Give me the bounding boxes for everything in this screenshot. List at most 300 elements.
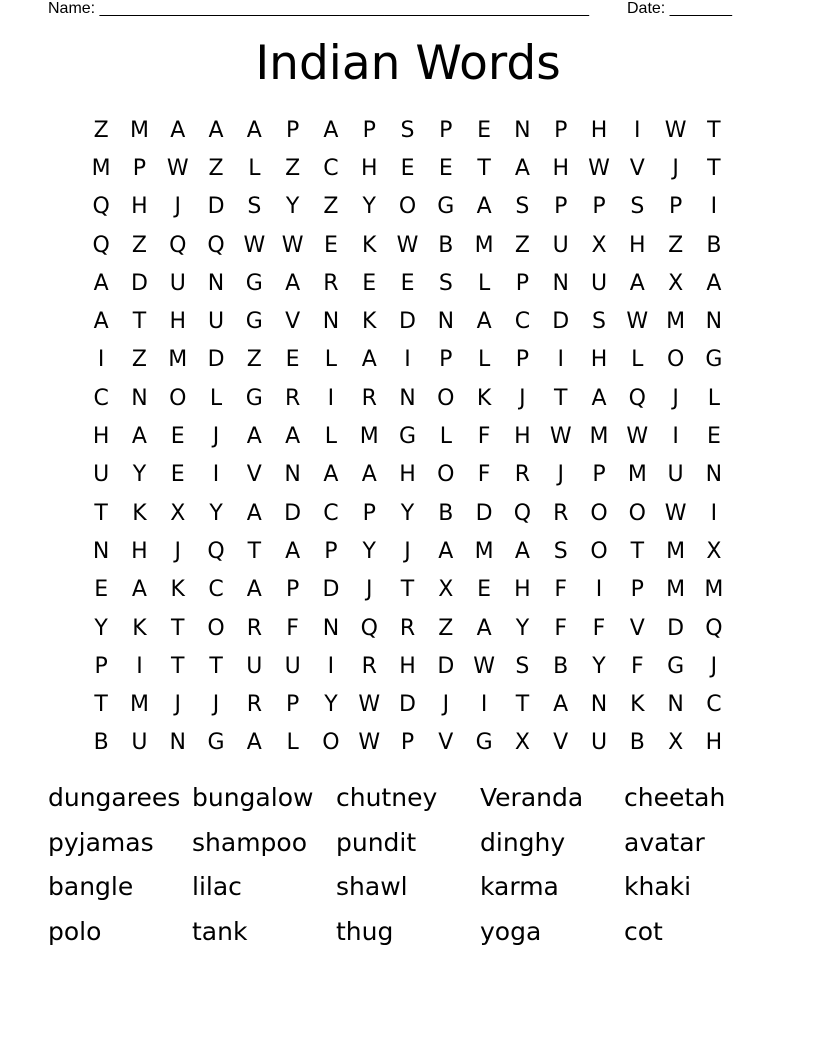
grid-letter: K bbox=[132, 500, 147, 526]
grid-letter: Q bbox=[628, 385, 646, 411]
grid-letter: R bbox=[514, 462, 531, 488]
grid-letter: W bbox=[588, 155, 610, 181]
page-title: Indian Words bbox=[255, 36, 561, 91]
grid-letter: D bbox=[399, 692, 416, 718]
word-list-item: shawl bbox=[336, 872, 408, 902]
grid-letter: J bbox=[212, 692, 220, 718]
grid-letter: V bbox=[285, 309, 301, 335]
grid-letter: Z bbox=[131, 232, 147, 258]
grid-row bbox=[82, 417, 733, 455]
grid-letter: T bbox=[247, 538, 262, 564]
grid-letter: D bbox=[207, 194, 225, 220]
grid-letter: O bbox=[628, 500, 646, 526]
grid-letter: T bbox=[707, 155, 721, 181]
grid-row bbox=[82, 264, 733, 302]
word-list-item: polo bbox=[48, 917, 102, 947]
grid-letter: Q bbox=[207, 538, 225, 564]
grid-letter: A bbox=[285, 424, 301, 450]
grid-letter: O bbox=[322, 730, 340, 756]
grid-letter: U bbox=[93, 462, 110, 488]
grid-letter: B bbox=[438, 232, 454, 258]
grid-letter: H bbox=[169, 309, 187, 335]
grid-letter: U bbox=[131, 730, 148, 756]
grid-letter: D bbox=[437, 653, 455, 679]
grid-letter: Q bbox=[92, 232, 110, 258]
grid-letter: J bbox=[557, 462, 564, 488]
grid-letter: Q bbox=[169, 232, 187, 258]
grid-letter: W bbox=[358, 730, 381, 756]
word-list-item: dinghy bbox=[480, 827, 566, 857]
grid-letter: H bbox=[629, 232, 646, 258]
grid-letter: Z bbox=[438, 615, 454, 641]
grid-letter: L bbox=[707, 385, 721, 411]
grid-letter: W bbox=[396, 232, 419, 258]
grid-letter: C bbox=[93, 385, 109, 411]
grid-letter: Y bbox=[362, 538, 376, 564]
word-list-item: karma bbox=[480, 872, 559, 902]
grid-letter: F bbox=[592, 615, 606, 641]
grid-letter: M bbox=[666, 577, 686, 603]
grid-letter: Q bbox=[207, 232, 225, 258]
grid-letter: J bbox=[365, 577, 373, 603]
grid-letter: D bbox=[475, 500, 493, 526]
grid-row bbox=[82, 149, 733, 187]
grid-letter: F bbox=[630, 653, 644, 679]
grid-letter: E bbox=[170, 424, 185, 450]
grid-letter: A bbox=[131, 424, 147, 450]
grid-letter: U bbox=[207, 309, 225, 335]
grid-letter: Y bbox=[285, 194, 300, 220]
grid-letter: L bbox=[248, 155, 261, 181]
grid-letter: A bbox=[93, 270, 109, 296]
grid-letter: U bbox=[552, 232, 569, 258]
grid-letter: P bbox=[439, 117, 453, 143]
grid-letter: M bbox=[589, 424, 609, 450]
grid-letter: M bbox=[474, 538, 494, 564]
grid-letter: S bbox=[630, 194, 645, 220]
grid-letter: S bbox=[515, 194, 530, 220]
grid-letter: C bbox=[514, 309, 531, 335]
grid-letter: K bbox=[476, 385, 492, 411]
grid-letter: P bbox=[515, 347, 530, 373]
word-list-item: pundit bbox=[336, 827, 417, 857]
grid-letter: H bbox=[399, 462, 416, 488]
grid-letter: P bbox=[324, 538, 338, 564]
grid-letter: W bbox=[549, 424, 572, 450]
grid-letter: W bbox=[358, 692, 381, 718]
grid-letter: T bbox=[94, 692, 108, 718]
grid-letter: O bbox=[207, 615, 225, 641]
word-list-item: thug bbox=[336, 917, 394, 947]
grid-letter: I bbox=[557, 347, 564, 373]
word-list-item: pyjamas bbox=[48, 827, 154, 857]
grid-letter: E bbox=[285, 347, 300, 373]
grid-letter: H bbox=[131, 538, 148, 564]
grid-letter: F bbox=[554, 577, 568, 603]
grid-letter: Q bbox=[360, 615, 378, 641]
grid-letter: P bbox=[554, 117, 568, 143]
word-list-item: Veranda bbox=[480, 783, 584, 812]
grid-letter: P bbox=[285, 117, 300, 143]
grid-letter: H bbox=[131, 194, 148, 220]
grid-letter: R bbox=[361, 653, 377, 679]
grid-letter: Y bbox=[132, 462, 147, 488]
grid-letter: S bbox=[438, 270, 453, 296]
grid-letter: I bbox=[480, 692, 488, 718]
grid-letter: I bbox=[327, 653, 335, 679]
grid-row bbox=[82, 685, 733, 723]
grid-letter: Y bbox=[209, 500, 223, 526]
grid-letter: H bbox=[552, 155, 569, 181]
grid-letter: M bbox=[168, 347, 188, 373]
grid-letter: U bbox=[169, 270, 186, 296]
grid-letter: O bbox=[666, 347, 685, 373]
word-list-item: shampoo bbox=[192, 827, 308, 857]
grid-letter: A bbox=[323, 462, 339, 488]
grid-letter: N bbox=[207, 270, 225, 296]
grid-row bbox=[82, 724, 733, 762]
grid-letter: G bbox=[437, 194, 455, 220]
grid-letter: A bbox=[514, 538, 530, 564]
grid-letter: R bbox=[399, 615, 416, 641]
grid-letter: N bbox=[322, 615, 340, 641]
grid-letter: V bbox=[438, 730, 454, 756]
grid-letter: T bbox=[94, 500, 108, 526]
grid-letter: A bbox=[553, 692, 569, 718]
grid-letter: R bbox=[361, 385, 377, 411]
grid-letter: A bbox=[93, 309, 109, 335]
grid-letter: Y bbox=[515, 615, 530, 641]
grid-letter: N bbox=[705, 309, 723, 335]
grid-letter: E bbox=[362, 270, 377, 296]
grid-letter: M bbox=[91, 155, 111, 181]
grid-letter: G bbox=[245, 385, 263, 411]
grid-letter: G bbox=[667, 653, 685, 679]
grid-letter: W bbox=[664, 500, 687, 526]
grid-letter: N bbox=[514, 117, 531, 143]
grid-letter: O bbox=[590, 500, 608, 526]
grid-letter: E bbox=[438, 155, 453, 181]
grid-letter: H bbox=[590, 117, 608, 143]
grid-letter: U bbox=[590, 730, 608, 756]
grid-letter: V bbox=[553, 730, 569, 756]
grid-letter: A bbox=[246, 424, 262, 450]
grid-letter: J bbox=[174, 538, 181, 564]
grid-letter: N bbox=[437, 309, 455, 335]
grid-letter: B bbox=[706, 232, 722, 258]
grid-letter: P bbox=[362, 500, 376, 526]
grid-letter: T bbox=[515, 692, 530, 718]
grid-letter: W bbox=[243, 232, 266, 258]
grid-letter: S bbox=[400, 117, 415, 143]
grid-letter: M bbox=[627, 462, 647, 488]
grid-letter: Z bbox=[208, 155, 224, 181]
grid-letter: Y bbox=[324, 692, 338, 718]
grid-letter: K bbox=[170, 577, 185, 603]
grid-letter: N bbox=[169, 730, 186, 756]
grid-letter: A bbox=[246, 730, 262, 756]
grid-letter: M bbox=[129, 692, 149, 718]
grid-letter: E bbox=[94, 577, 109, 603]
grid-letter: Q bbox=[705, 615, 723, 641]
grid-letter: E bbox=[400, 155, 415, 181]
grid-letter: K bbox=[132, 615, 147, 641]
grid-letter: L bbox=[477, 347, 491, 373]
grid-letter: P bbox=[400, 730, 415, 756]
grid-letter: M bbox=[474, 232, 494, 258]
grid-letter: I bbox=[97, 347, 105, 373]
grid-letter: I bbox=[634, 117, 641, 143]
word-list-item: tank bbox=[192, 917, 248, 947]
grid-letter: A bbox=[629, 270, 645, 296]
grid-letter: P bbox=[630, 577, 644, 603]
grid-letter: S bbox=[592, 309, 606, 335]
grid-row bbox=[82, 609, 733, 647]
grid-letter: G bbox=[245, 309, 263, 335]
grid-letter: P bbox=[362, 117, 376, 143]
grid-letter: A bbox=[131, 577, 147, 603]
grid-letter: T bbox=[132, 309, 147, 335]
grid-letter: D bbox=[552, 309, 570, 335]
grid-letter: I bbox=[404, 347, 411, 373]
grid-letter: H bbox=[360, 155, 378, 181]
grid-letter: G bbox=[207, 730, 225, 756]
grid-letter: X bbox=[706, 538, 722, 564]
grid-letter: Y bbox=[362, 194, 376, 220]
grid-letter: G bbox=[475, 730, 493, 756]
grid-letter: T bbox=[400, 577, 415, 603]
grid-letter: B bbox=[438, 500, 454, 526]
grid-row bbox=[82, 571, 733, 609]
grid-letter: L bbox=[324, 424, 338, 450]
grid-letter: C bbox=[208, 577, 224, 603]
word-list-item: lilac bbox=[192, 872, 242, 902]
grid-letter: B bbox=[553, 653, 569, 679]
grid-letter: J bbox=[174, 692, 181, 718]
grid-letter: A bbox=[438, 538, 454, 564]
grid-letter: M bbox=[129, 117, 149, 143]
grid-letter: N bbox=[92, 538, 110, 564]
grid-letter: L bbox=[286, 730, 299, 756]
grid-letter: L bbox=[439, 424, 452, 450]
grid-letter: P bbox=[554, 194, 568, 220]
grid-letter: E bbox=[170, 462, 185, 488]
grid-letter: Z bbox=[285, 155, 301, 181]
grid-letter: H bbox=[514, 424, 531, 450]
grid-letter: R bbox=[284, 385, 301, 411]
grid-letter: R bbox=[553, 500, 569, 526]
grid-letter: S bbox=[515, 653, 530, 679]
grid-letter: A bbox=[323, 117, 339, 143]
grid-letter: X bbox=[170, 500, 186, 526]
grid-letter: J bbox=[404, 538, 411, 564]
grid-letter: A bbox=[208, 117, 224, 143]
grid-letter: P bbox=[132, 155, 147, 181]
grid-letter: J bbox=[442, 692, 450, 718]
grid-letter: X bbox=[438, 577, 454, 603]
grid-letter: A bbox=[476, 615, 492, 641]
grid-letter: C bbox=[323, 500, 339, 526]
grid-letter: N bbox=[284, 462, 301, 488]
grid-letter: U bbox=[246, 653, 263, 679]
grid-letter: W bbox=[626, 424, 649, 450]
grid-letter: B bbox=[629, 730, 645, 756]
grid-letter: D bbox=[284, 500, 302, 526]
word-list-item: cheetah bbox=[624, 783, 726, 812]
name-field[interactable]: Name: _______________________________________________________ bbox=[48, 0, 589, 17]
grid-letter: A bbox=[514, 155, 530, 181]
grid-row bbox=[82, 226, 733, 264]
grid-letter: N bbox=[705, 462, 723, 488]
grid-letter: P bbox=[515, 270, 530, 296]
grid-row bbox=[82, 188, 733, 226]
grid-row bbox=[82, 379, 733, 417]
grid-letter: Z bbox=[131, 347, 147, 373]
grid-letter: P bbox=[285, 692, 300, 718]
grid-letter: K bbox=[362, 232, 377, 258]
grid-letter: W bbox=[281, 232, 304, 258]
grid-letter: Z bbox=[668, 232, 684, 258]
grid-letter: S bbox=[553, 538, 568, 564]
grid-letter: Y bbox=[400, 500, 415, 526]
grid-letter: I bbox=[710, 500, 718, 526]
grid-letter: J bbox=[212, 424, 220, 450]
grid-letter: X bbox=[668, 270, 684, 296]
grid-letter: N bbox=[322, 309, 340, 335]
grid-letter: U bbox=[667, 462, 684, 488]
grid-letter: T bbox=[477, 155, 491, 181]
grid-letter: E bbox=[400, 270, 415, 296]
grid-letter: G bbox=[245, 270, 263, 296]
grid-letter: R bbox=[323, 270, 339, 296]
grid-letter: X bbox=[591, 232, 607, 258]
grid-letter: A bbox=[361, 347, 377, 373]
word-list bbox=[48, 778, 768, 957]
word-list-item: avatar bbox=[624, 827, 705, 857]
grid-letter: E bbox=[477, 117, 492, 143]
word-list-item: cot bbox=[624, 917, 663, 947]
grid-letter: D bbox=[322, 577, 340, 603]
letter-grid bbox=[82, 111, 733, 762]
grid-letter: F bbox=[286, 615, 299, 641]
grid-row bbox=[82, 532, 733, 570]
grid-letter: N bbox=[552, 270, 569, 296]
grid-letter: U bbox=[590, 270, 608, 296]
grid-letter: Z bbox=[246, 347, 262, 373]
grid-letter: R bbox=[246, 692, 262, 718]
grid-letter: S bbox=[247, 194, 262, 220]
grid-letter: P bbox=[592, 194, 606, 220]
grid-letter: T bbox=[171, 615, 185, 641]
grid-letter: W bbox=[473, 653, 495, 679]
grid-letter: E bbox=[706, 424, 721, 450]
grid-letter: U bbox=[284, 653, 301, 679]
grid-letter: K bbox=[362, 309, 377, 335]
grid-letter: Y bbox=[94, 615, 108, 641]
grid-letter: C bbox=[323, 155, 339, 181]
grid-letter: H bbox=[590, 347, 608, 373]
grid-letter: J bbox=[672, 155, 679, 181]
grid-letter: D bbox=[667, 615, 685, 641]
grid-letter: H bbox=[92, 424, 110, 450]
grid-letter: V bbox=[629, 155, 645, 181]
grid-letter: I bbox=[672, 424, 679, 450]
grid-letter: N bbox=[131, 385, 148, 411]
grid-letter: L bbox=[631, 347, 644, 373]
grid-letter: Z bbox=[323, 194, 339, 220]
grid-letter: X bbox=[668, 730, 684, 756]
grid-letter: J bbox=[710, 653, 718, 679]
grid-letter: J bbox=[519, 385, 526, 411]
grid-letter: L bbox=[209, 385, 223, 411]
grid-letter: O bbox=[169, 385, 187, 411]
grid-letter: A bbox=[361, 462, 377, 488]
word-list-item: khaki bbox=[624, 872, 692, 902]
grid-letter: F bbox=[554, 615, 568, 641]
grid-letter: N bbox=[590, 692, 608, 718]
grid-letter: I bbox=[212, 462, 220, 488]
grid-letter: J bbox=[174, 194, 181, 220]
grid-letter: A bbox=[246, 117, 262, 143]
grid-row bbox=[82, 647, 733, 685]
grid-row bbox=[82, 494, 733, 532]
grid-letter: L bbox=[477, 270, 491, 296]
grid-letter: A bbox=[706, 270, 722, 296]
grid-letter: R bbox=[246, 615, 262, 641]
word-list-item: chutney bbox=[336, 783, 438, 812]
word-list-item: bangle bbox=[48, 872, 134, 902]
grid-letter: N bbox=[399, 385, 416, 411]
grid-row bbox=[82, 341, 733, 379]
word-list-item: bungalow bbox=[192, 783, 314, 812]
grid-letter: H bbox=[399, 653, 416, 679]
grid-letter: G bbox=[398, 424, 417, 450]
grid-letter: I bbox=[710, 194, 718, 220]
grid-letter: I bbox=[136, 653, 143, 679]
grid-letter: D bbox=[399, 309, 416, 335]
grid-letter: D bbox=[130, 270, 148, 296]
grid-letter: V bbox=[246, 462, 262, 488]
grid-letter: W bbox=[626, 309, 649, 335]
grid-letter: A bbox=[170, 117, 186, 143]
grid-letter: M bbox=[704, 577, 724, 603]
grid-letter: J bbox=[672, 385, 679, 411]
grid-letter: A bbox=[476, 194, 492, 220]
grid-letter: T bbox=[630, 538, 645, 564]
grid-letter: F bbox=[477, 462, 491, 488]
grid-letter: P bbox=[94, 653, 108, 679]
grid-letter: M bbox=[666, 538, 686, 564]
grid-letter: M bbox=[359, 424, 379, 450]
word-list-item: yoga bbox=[480, 917, 542, 947]
grid-letter: Q bbox=[513, 500, 532, 526]
grid-letter: Z bbox=[514, 232, 530, 258]
grid-letter: V bbox=[629, 615, 645, 641]
grid-letter: P bbox=[439, 347, 453, 373]
grid-letter: O bbox=[437, 385, 455, 411]
grid-row bbox=[82, 111, 733, 149]
grid-row bbox=[82, 302, 733, 340]
grid-letter: T bbox=[707, 117, 721, 143]
grid-letter: P bbox=[285, 577, 300, 603]
grid-letter: O bbox=[398, 194, 417, 220]
date-field[interactable]: Date: _______ bbox=[627, 0, 732, 17]
grid-letter: F bbox=[477, 424, 491, 450]
grid-letter: T bbox=[553, 385, 568, 411]
grid-letter: T bbox=[209, 653, 223, 679]
grid-letter: B bbox=[93, 730, 109, 756]
grid-letter: O bbox=[590, 538, 608, 564]
